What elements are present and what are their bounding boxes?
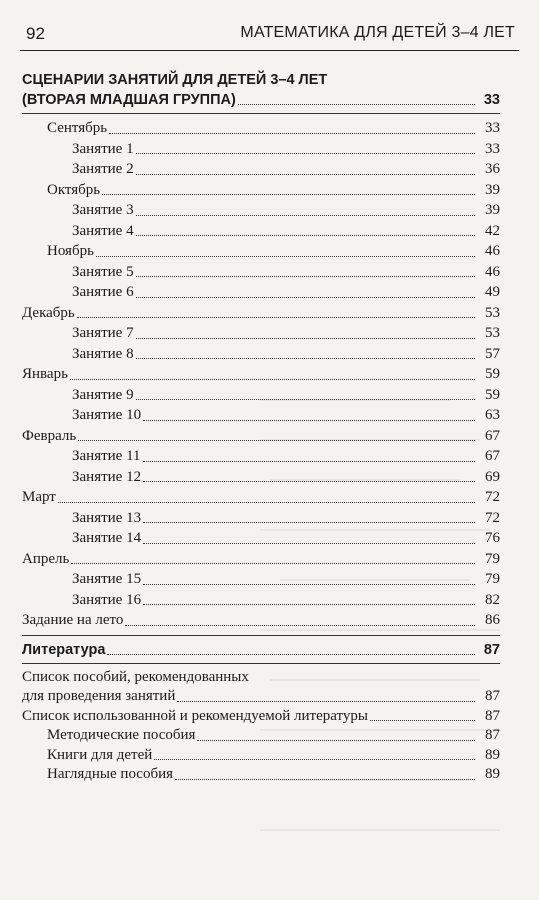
toc-entry [72, 139, 500, 160]
leader-dots [107, 654, 475, 655]
toc-entry [72, 262, 500, 283]
leader-dots [136, 215, 475, 216]
literature-entry-line: Методические пособия [47, 727, 196, 743]
toc-entry [22, 610, 500, 631]
leader-dots [143, 522, 475, 523]
table-of-contents [22, 70, 500, 785]
toc-entry-title: Задание на лето [22, 612, 124, 628]
literature-entry-page: 89 [485, 766, 500, 782]
toc-entry [47, 241, 500, 262]
toc-entry-page: 72 [485, 509, 500, 526]
literature-entry [47, 765, 500, 785]
toc-entry [72, 569, 500, 590]
section-rule [22, 635, 500, 636]
toc-entry-title: Февраль [22, 427, 77, 444]
literature-entry [47, 746, 500, 766]
toc-entry [72, 508, 500, 529]
literature-entry [22, 707, 500, 727]
leader-dots [370, 720, 475, 721]
leader-dots [136, 399, 475, 400]
main-section-title-line2: (ВТОРАЯ МЛАДШАЯ ГРУППА) [22, 92, 236, 108]
toc-entry-title: Занятие 15 [72, 571, 142, 587]
section-rule [22, 113, 500, 114]
literature-entry-line: для проведения занятий [22, 688, 176, 704]
toc-entry-title: Занятие 13 [72, 509, 142, 526]
leader-dots [143, 420, 475, 421]
toc-entry-title: Занятие 6 [72, 284, 134, 300]
toc-entry-page: 33 [485, 120, 500, 136]
literature-entry-line: Книги для детей [47, 746, 153, 763]
literature-entry [22, 668, 500, 707]
toc-entry-page: 79 [485, 550, 500, 567]
toc-entry-page: 39 [485, 181, 500, 198]
literature-entry-page: 87 [485, 688, 500, 704]
toc-entry-page: 36 [485, 161, 500, 177]
toc-entry [72, 323, 500, 344]
toc-entry-title: Март [22, 489, 56, 505]
leader-dots [70, 379, 475, 380]
toc-entry-page: 72 [485, 489, 500, 505]
toc-entry [72, 446, 500, 467]
leader-dots [96, 256, 475, 257]
leader-dots [143, 604, 475, 605]
main-section-title-line1: СЦЕНАРИИ ЗАНЯТИЙ ДЛЯ ДЕТЕЙ 3–4 ЛЕТ [22, 72, 328, 88]
leader-dots [136, 358, 475, 359]
toc-entry-page: 53 [485, 304, 500, 321]
toc-entry [72, 221, 500, 242]
toc-entry-title: Сентябрь [47, 120, 108, 136]
toc-entry-page: 59 [485, 366, 500, 382]
page-header [20, 14, 519, 51]
toc-entry-title: Занятие 16 [72, 591, 142, 608]
toc-entry-page: 49 [485, 284, 500, 300]
toc-entry-title: Занятие 4 [72, 222, 134, 239]
toc-entry [72, 467, 500, 488]
leader-dots [78, 440, 475, 441]
toc-entry-title: Занятие 10 [72, 407, 142, 423]
toc-entry-title: Занятие 12 [72, 468, 142, 485]
toc-entry-title: Занятие 7 [72, 325, 134, 341]
section-rule [22, 663, 500, 664]
toc-entry [72, 159, 500, 180]
literature-entry-line: Список пособий, рекомендованных [22, 668, 249, 685]
toc-entry [72, 405, 500, 426]
literature-entry-page: 87 [485, 707, 500, 724]
toc-entry-page: 67 [485, 448, 500, 464]
leader-dots [238, 104, 475, 105]
toc-entry [47, 118, 500, 139]
toc-entry [72, 200, 500, 221]
toc-entry-title: Занятие 2 [72, 161, 134, 177]
toc-entry [22, 303, 500, 324]
literature-entry [47, 726, 500, 746]
leader-dots [136, 153, 475, 154]
toc-entry-title: Занятие 3 [72, 202, 134, 218]
toc-entry-page: 76 [485, 530, 500, 546]
toc-entry-title: Занятие 14 [72, 530, 142, 546]
toc-entry-page: 63 [485, 407, 500, 423]
literature-page: 87 [483, 641, 500, 658]
leader-dots [177, 701, 475, 702]
toc-entry [72, 385, 500, 406]
toc-entry [22, 364, 500, 385]
toc-entry-title: Декабрь [22, 304, 75, 321]
leader-dots [136, 297, 475, 298]
literature-entry-line: Список использованной и рекомендуемой литературы [22, 707, 368, 724]
toc-entry-page: 67 [485, 427, 500, 444]
toc-entry-page: 86 [485, 612, 500, 628]
leader-dots [143, 481, 475, 482]
leader-dots [136, 338, 475, 339]
toc-entry-title: Занятие 1 [72, 140, 134, 157]
leader-dots [136, 235, 475, 236]
literature-title: Литература [22, 641, 106, 658]
toc-entry-title: Апрель [22, 550, 70, 567]
toc-main-section [22, 70, 500, 110]
toc-entry [72, 282, 500, 303]
toc-entry-page: 82 [485, 591, 500, 608]
literature-items [22, 668, 500, 785]
toc-entry-page: 46 [485, 263, 500, 280]
toc-entry-title: Занятие 9 [72, 386, 134, 403]
literature-entry-page: 87 [485, 727, 500, 743]
leader-dots [154, 759, 475, 760]
leader-dots [136, 174, 475, 175]
leader-dots [109, 133, 475, 134]
toc-entry-page: 57 [485, 345, 500, 362]
toc-entry-page: 69 [485, 468, 500, 485]
toc-entry [22, 426, 500, 447]
toc-entry-title: Октябрь [47, 181, 101, 198]
leader-dots [175, 779, 475, 780]
running-title: МАТЕМАТИКА ДЛЯ ДЕТЕЙ 3–4 ЛЕТ [240, 24, 515, 41]
toc-entry-title: Занятие 5 [72, 263, 134, 280]
toc-entry-page: 33 [485, 140, 500, 157]
leader-dots [125, 625, 475, 626]
toc-entry [47, 180, 500, 201]
toc-entry [22, 487, 500, 508]
leader-dots [143, 543, 475, 544]
leader-dots [71, 563, 475, 564]
toc-entry [22, 549, 500, 570]
toc-entries [22, 118, 500, 631]
toc-entry [72, 528, 500, 549]
toc-entry-page: 39 [485, 202, 500, 218]
leader-dots [143, 584, 475, 585]
toc-entry [72, 344, 500, 365]
literature-entry-page: 89 [485, 746, 500, 763]
leader-dots [136, 276, 475, 277]
leader-dots [102, 194, 475, 195]
toc-entry-page: 42 [485, 222, 500, 239]
leader-dots [58, 502, 475, 503]
literature-entry-line: Наглядные пособия [47, 766, 174, 782]
toc-entry-page: 59 [485, 386, 500, 403]
leader-dots [143, 461, 475, 462]
toc-entry-page: 53 [485, 325, 500, 341]
toc-entry [72, 590, 500, 611]
toc-entry-page: 79 [485, 571, 500, 587]
toc-entry-title: Январь [22, 366, 68, 382]
main-section-page: 33 [483, 92, 500, 108]
toc-entry-title: Занятие 8 [72, 345, 134, 362]
leader-dots [197, 740, 475, 741]
page-number: 92 [26, 24, 45, 43]
toc-entry-title: Ноябрь [47, 243, 94, 259]
toc-entry-title: Занятие 11 [72, 448, 141, 464]
toc-literature [22, 640, 500, 660]
toc-entry-page: 46 [485, 243, 500, 259]
leader-dots [77, 317, 475, 318]
